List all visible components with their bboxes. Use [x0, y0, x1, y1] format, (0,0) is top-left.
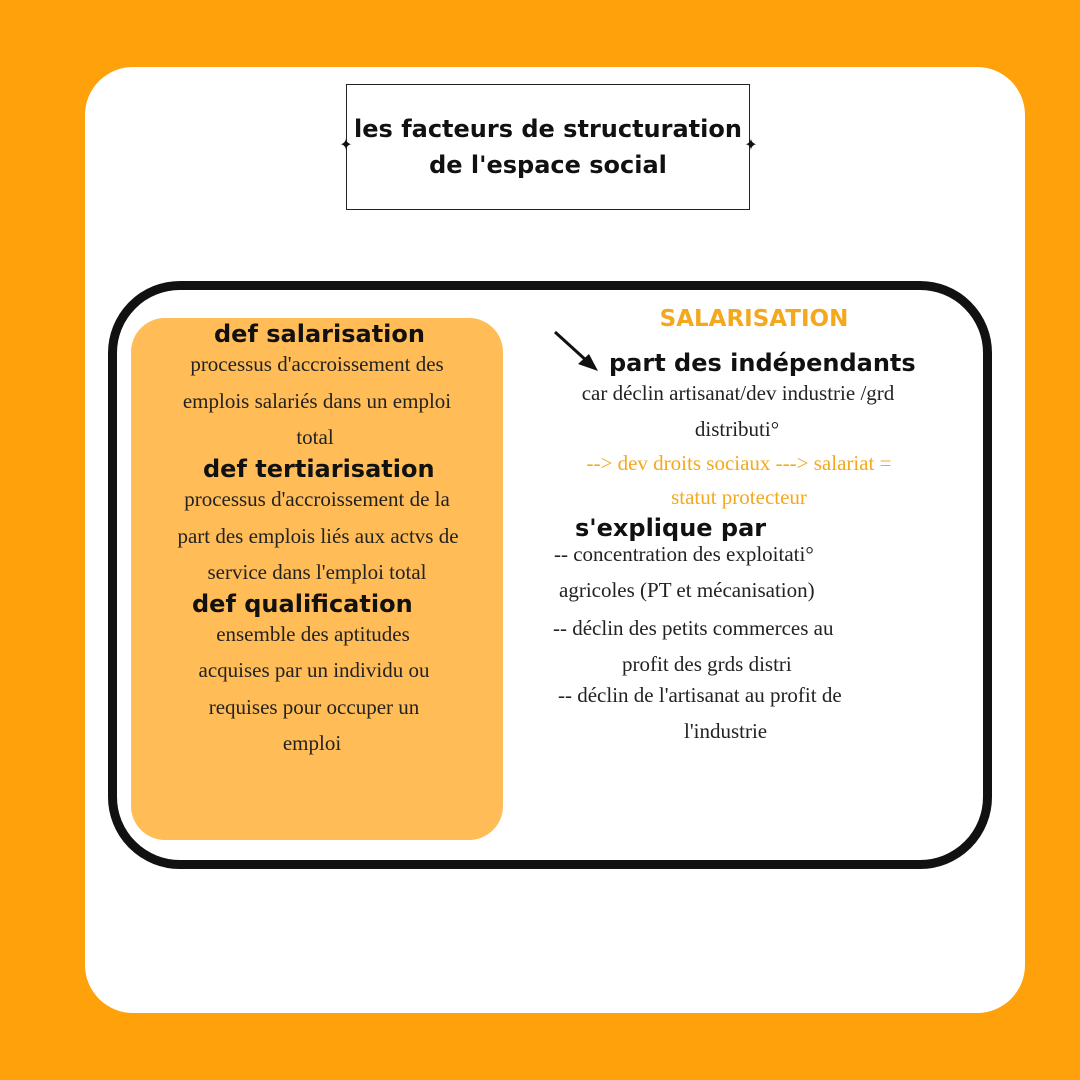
highlight-line: statut protecteur	[671, 485, 807, 509]
def-tertiarisation-line: part des emplois liés aux actvs de	[177, 524, 459, 548]
part-independants-heading: part des indépendants	[609, 349, 916, 377]
def-salarisation-line: total	[296, 425, 334, 449]
def-qualification-line: acquises par un individu ou	[198, 658, 430, 682]
def-tertiarisation-line: service dans l'emploi total	[207, 560, 427, 584]
explique-line: -- concentration des exploitati°	[554, 542, 814, 566]
cause-line: car déclin artisanat/dev industrie /grd	[581, 381, 895, 405]
explique-line: agricoles (PT et mécanisation)	[559, 578, 815, 602]
def-salarisation-line: processus d'accroissement des	[190, 352, 444, 376]
explique-line: l'industrie	[684, 719, 768, 743]
title-line-1: les facteurs de structuration	[354, 115, 742, 143]
explique-line: -- déclin des petits commerces au	[553, 616, 834, 640]
title-box	[346, 84, 750, 210]
explique-line: -- déclin de l'artisanat au profit de	[558, 683, 842, 707]
sparkle-right-icon: ✦	[744, 137, 758, 154]
explique-line: profit des grds distri	[622, 652, 792, 676]
def-qualification-line: emploi	[282, 731, 342, 755]
def-tertiarisation-line: processus d'accroissement de la	[184, 487, 450, 511]
sparkle-left-icon: ✦	[339, 137, 353, 154]
def-salarisation-line: emplois salariés dans un emploi	[182, 389, 452, 413]
title-line-2: de l'espace social	[429, 151, 667, 179]
salarisation-heading: SALARISATION	[659, 306, 849, 332]
down-right-arrow-icon	[552, 330, 600, 374]
def-qualification-line: requises pour occuper un	[208, 695, 420, 719]
def-tertiarisation-heading: def tertiarisation	[203, 455, 435, 483]
highlight-line: --> dev droits sociaux ---> salariat =	[586, 451, 892, 475]
def-salarisation-heading: def salarisation	[214, 320, 425, 348]
def-qualification-line: ensemble des aptitudes	[216, 622, 410, 646]
explique-heading: s'explique par	[575, 514, 767, 542]
cause-line: distributi°	[694, 417, 780, 441]
def-qualification-heading: def qualification	[192, 590, 413, 618]
